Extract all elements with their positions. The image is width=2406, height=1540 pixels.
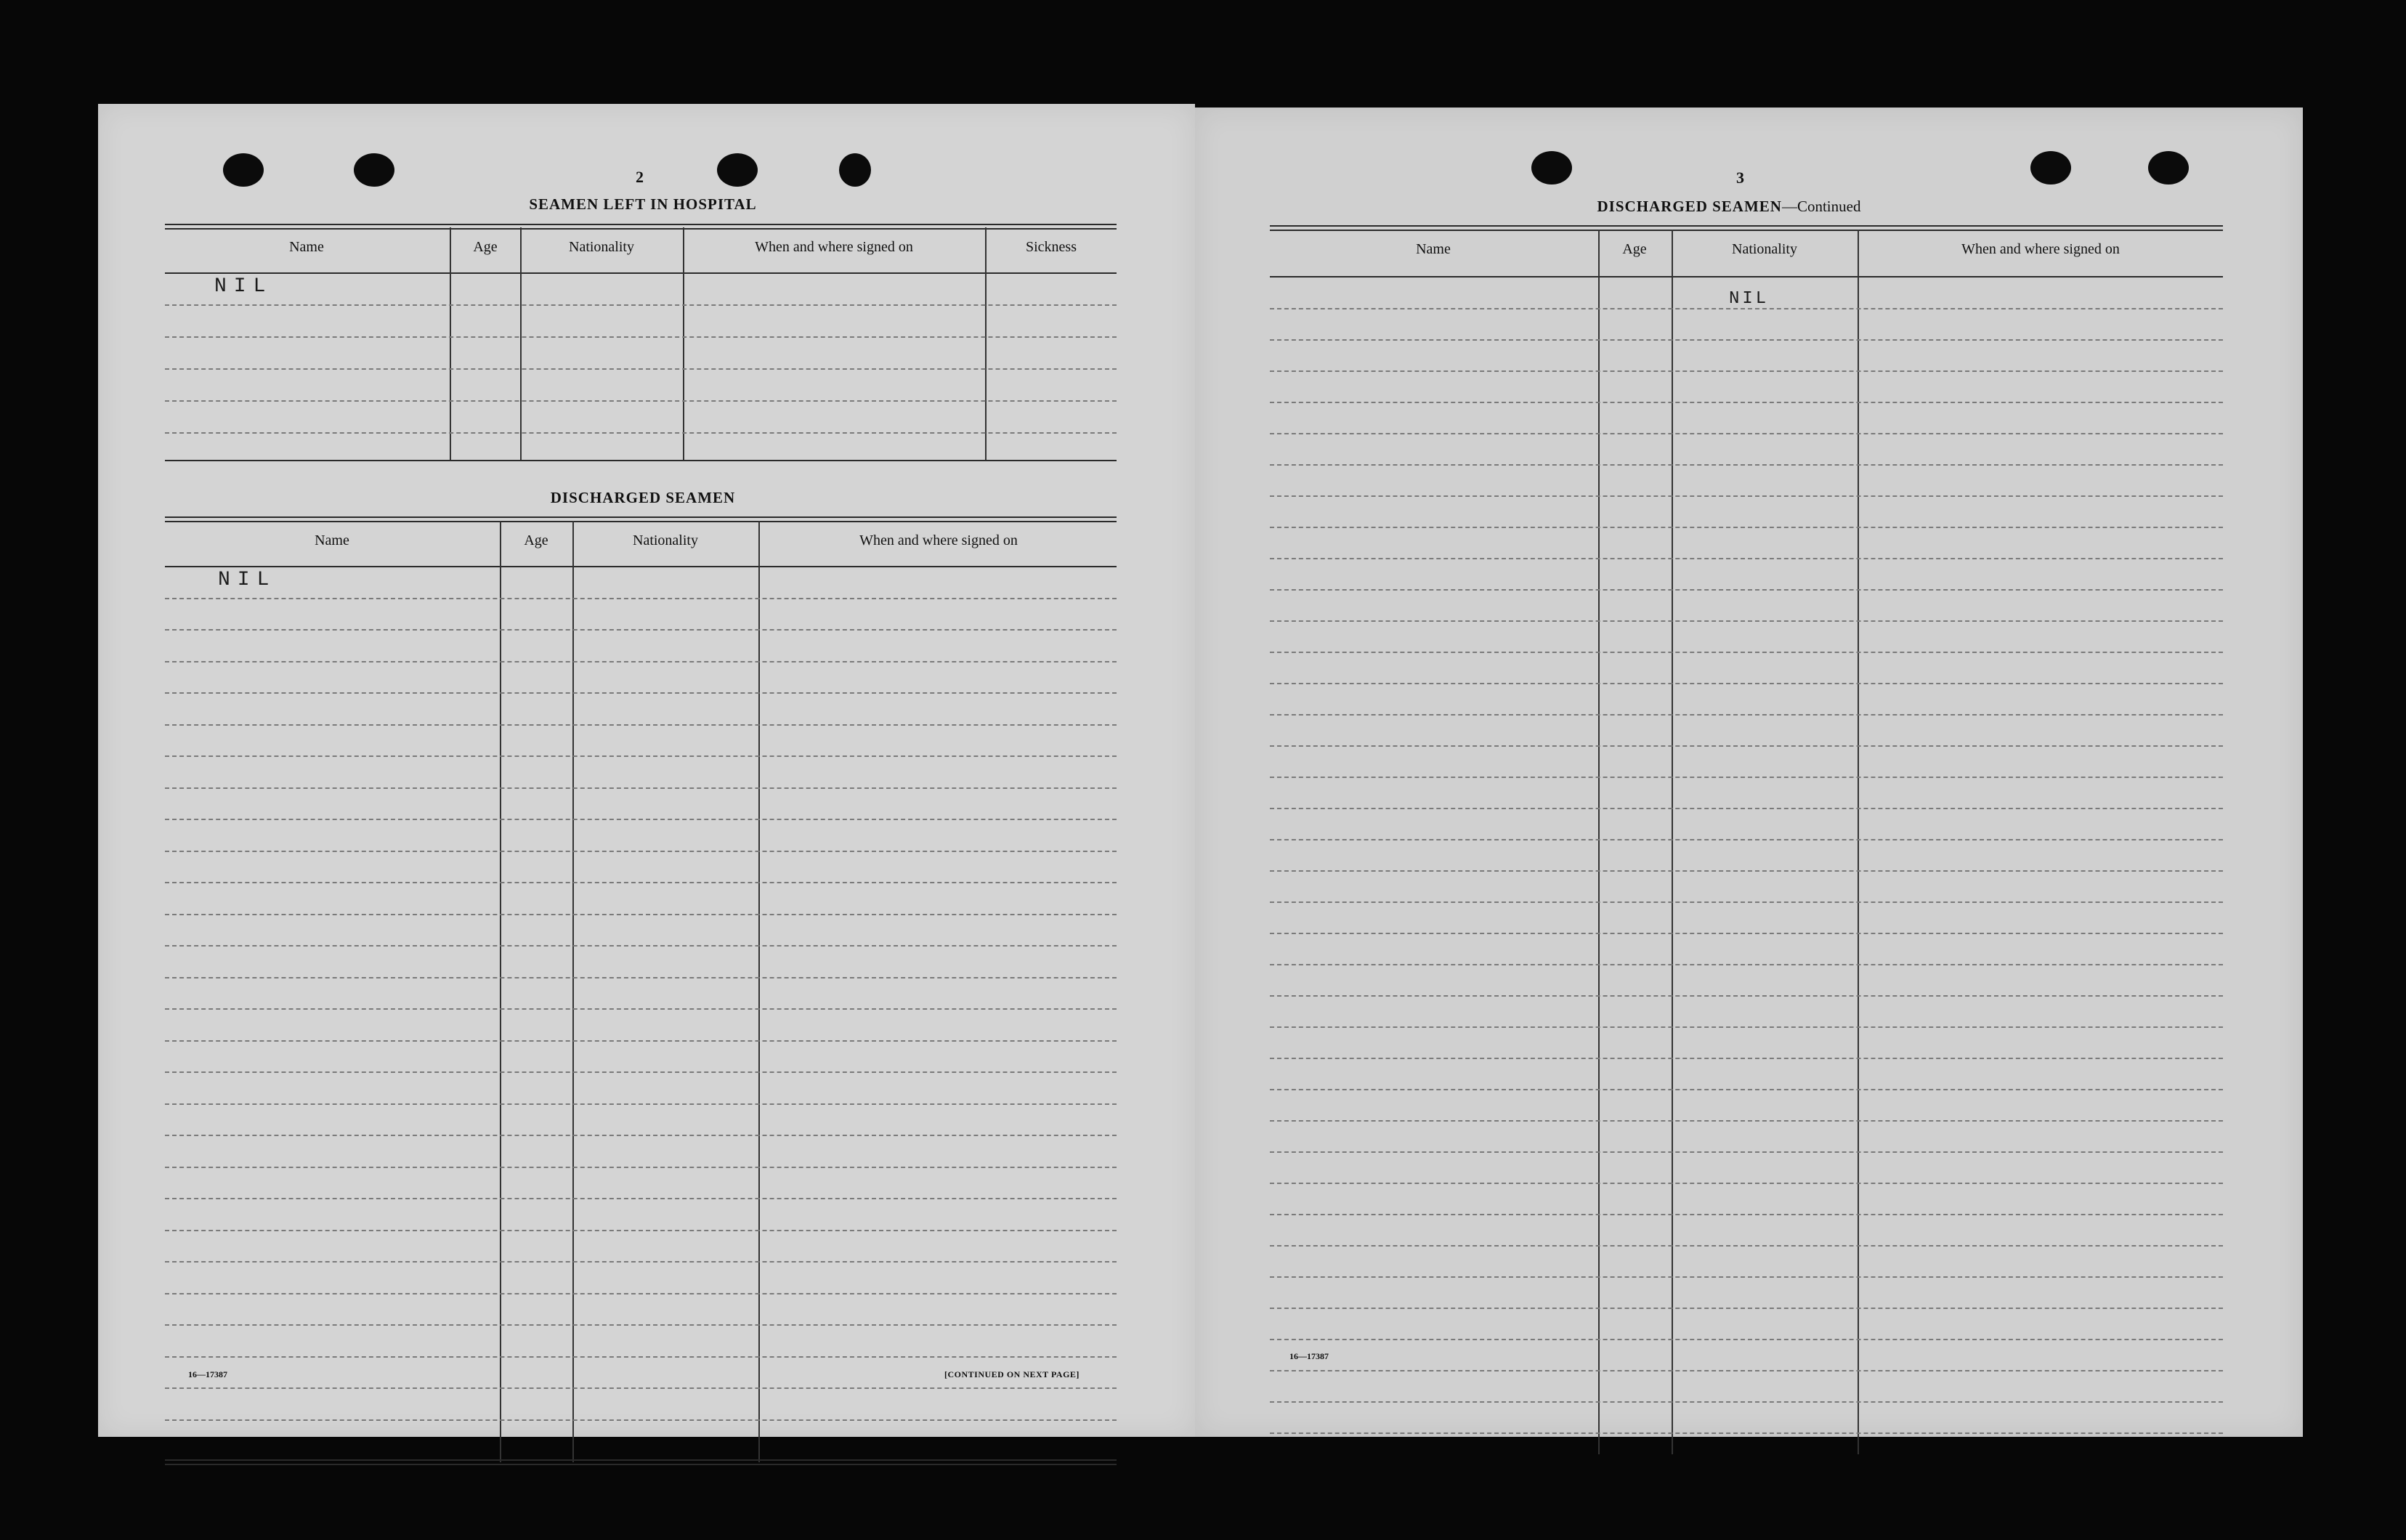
punch-hole [2030, 151, 2071, 185]
column-divider [1672, 230, 1673, 1454]
punch-hole [1531, 151, 1572, 185]
column-header-age: Age [524, 532, 548, 548]
table-row-line [1270, 683, 2223, 684]
table-row-line [1270, 558, 2223, 559]
table-row-line [165, 1071, 1117, 1073]
table-row-line [1270, 745, 2223, 747]
title-main: DISCHARGED SEAMEN [1597, 198, 1782, 215]
table-row-line [165, 661, 1117, 662]
column-header-name: Name [289, 239, 324, 255]
column-divider [985, 227, 987, 461]
table-row-line [165, 400, 1117, 402]
header-rule [165, 272, 1117, 274]
table-row-line [1270, 1245, 2223, 1247]
table-row-line [1270, 1089, 2223, 1090]
table-row-line [165, 819, 1117, 820]
table-row-line [1270, 1183, 2223, 1184]
table-bottom-rule [165, 1459, 1117, 1465]
table-row-line [165, 851, 1117, 852]
table-row-line [1270, 1214, 2223, 1215]
column-divider [450, 227, 451, 461]
table-row-line [1270, 527, 2223, 528]
title-continued: —Continued [1781, 198, 1861, 215]
hospital-entry-name: NIL [214, 275, 273, 298]
table-row-line [1270, 901, 2223, 903]
discharged-entry-name: NIL [218, 569, 277, 591]
column-header-nationality: Nationality [633, 532, 698, 548]
form-number: 16—17387 [188, 1369, 227, 1379]
column-header-sickness: Sickness [1026, 239, 1077, 255]
title-rule [165, 516, 1117, 522]
table-bottom-rule [165, 460, 1117, 461]
column-header-name: Name [315, 532, 349, 548]
table-row-line [1270, 1401, 2223, 1403]
punch-hole [839, 153, 871, 187]
table-row-line [1270, 714, 2223, 716]
table-row-line [1270, 402, 2223, 403]
column-header-name: Name [1416, 241, 1451, 257]
punch-hole [223, 153, 264, 187]
table-row-line [165, 1103, 1117, 1105]
table-row-line [165, 1261, 1117, 1263]
page-number: 3 [1736, 169, 1744, 187]
table-row-line [1270, 433, 2223, 434]
table-row-line [165, 1167, 1117, 1168]
nationality-entry: NIL [1729, 289, 1770, 309]
form-number: 16—17387 [1289, 1351, 1329, 1361]
title-rule [165, 224, 1117, 230]
table-row-line [1270, 652, 2223, 653]
table-row-line [1270, 1026, 2223, 1028]
table-row-line [1270, 1370, 2223, 1371]
punch-hole [717, 153, 758, 187]
left-page [98, 104, 1195, 1437]
column-header-signed-on: When and where signed on [755, 239, 913, 255]
hospital-section-title: SEAMEN LEFT IN HOSPITAL [529, 195, 757, 213]
column-divider [683, 227, 684, 461]
table-row-line [1270, 1276, 2223, 1278]
table-row-line [165, 598, 1117, 599]
table-row-line [165, 945, 1117, 947]
table-row-line [165, 432, 1117, 434]
table-row-line [165, 755, 1117, 757]
discharged-section-title: DISCHARGED SEAMEN [550, 489, 736, 506]
table-row-line [1270, 589, 2223, 591]
table-row-line [1270, 495, 2223, 497]
title-rule [1270, 225, 2223, 231]
table-row-line [1270, 1058, 2223, 1059]
table-row-line [165, 629, 1117, 631]
table-row-line [1270, 808, 2223, 809]
punch-hole [2148, 151, 2189, 185]
table-row-line [165, 304, 1117, 306]
table-row-line [1270, 1151, 2223, 1153]
table-row-line [165, 1135, 1117, 1136]
column-header-signed-on: When and where signed on [859, 532, 1018, 548]
table-row-line [1270, 839, 2223, 840]
column-header-nationality: Nationality [569, 239, 634, 255]
header-rule [1270, 276, 2223, 277]
continued-note: [CONTINUED ON NEXT PAGE] [944, 1369, 1080, 1379]
table-row-line [1270, 620, 2223, 622]
table-row-line [165, 914, 1117, 915]
table-row-line [165, 882, 1117, 883]
table-row-line [1270, 964, 2223, 965]
table-row-line [165, 1293, 1117, 1294]
punch-hole [354, 153, 394, 187]
discharged-continued-title [1573, 198, 1885, 216]
column-divider [1598, 230, 1600, 1454]
table-row-line [165, 1419, 1117, 1421]
table-row-line [165, 787, 1117, 789]
table-row-line [1270, 1339, 2223, 1340]
table-row-line [165, 1230, 1117, 1231]
header-rule [165, 566, 1117, 567]
table-row-line [165, 336, 1117, 338]
column-header-signed-on: When and where signed on [1961, 241, 2120, 257]
table-row-line [1270, 1120, 2223, 1122]
table-row-line [165, 1198, 1117, 1199]
page-number: 2 [636, 168, 644, 186]
column-divider [520, 227, 522, 461]
table-row-line [165, 1387, 1117, 1389]
table-row-line [165, 368, 1117, 370]
table-row-line [1270, 308, 2223, 309]
table-row-line [1270, 777, 2223, 778]
table-row-line [1270, 995, 2223, 997]
table-row-line [165, 977, 1117, 978]
column-divider [1858, 230, 1859, 1454]
table-row-line [1270, 1432, 2223, 1434]
table-row-line [165, 1356, 1117, 1358]
table-row-line [1270, 464, 2223, 466]
table-row-line [1270, 870, 2223, 872]
table-row-line [165, 1008, 1117, 1010]
right-page [1195, 108, 2303, 1437]
table-row-line [1270, 370, 2223, 372]
table-row-line [1270, 339, 2223, 341]
table-row-line [165, 692, 1117, 694]
column-header-age: Age [1622, 241, 1647, 257]
column-header-nationality: Nationality [1732, 241, 1797, 257]
table-row-line [165, 1324, 1117, 1326]
column-header-age: Age [473, 239, 498, 255]
table-row-line [165, 724, 1117, 726]
table-row-line [165, 1040, 1117, 1042]
table-row-line [1270, 1308, 2223, 1309]
table-row-line [1270, 933, 2223, 934]
